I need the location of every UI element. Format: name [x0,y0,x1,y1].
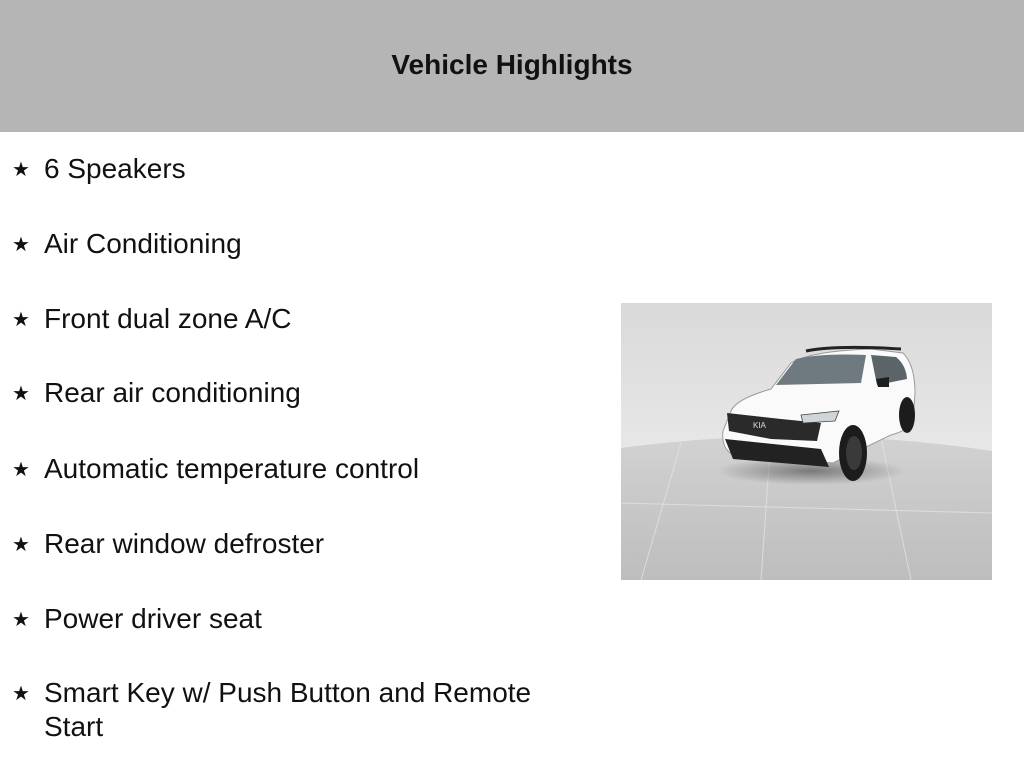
star-icon: ★ [12,683,30,705]
list-item [0,152,600,188]
page-title: Vehicle Highlights [391,49,633,80]
list-item [0,602,600,638]
page-header [0,0,1024,132]
highlight-label: Power driver seat [44,603,262,634]
highlight-label: Automatic temperature control [44,453,420,484]
vehicle-photo [621,303,992,580]
svg-text:KIA: KIA [753,421,766,430]
star-icon: ★ [12,234,30,256]
star-icon: ★ [12,609,30,631]
highlight-label: Smart Key w/ Push Button and Remote Start [44,677,532,742]
star-icon: ★ [12,459,30,481]
highlight-label: Front dual zone A/C [44,303,292,334]
list-item [0,227,600,263]
list-item [0,376,600,412]
list-item [0,452,600,488]
list-item [0,676,600,744]
highlight-label: Air Conditioning [44,228,242,259]
star-icon: ★ [12,534,30,556]
list-item [0,527,600,563]
star-icon: ★ [12,383,30,405]
highlight-label: 6 Speakers [44,153,186,184]
highlight-label: Rear air conditioning [44,377,301,408]
star-icon: ★ [12,309,30,331]
highlight-label: Rear window defroster [44,528,325,559]
list-item [0,302,600,338]
star-icon: ★ [12,159,30,181]
